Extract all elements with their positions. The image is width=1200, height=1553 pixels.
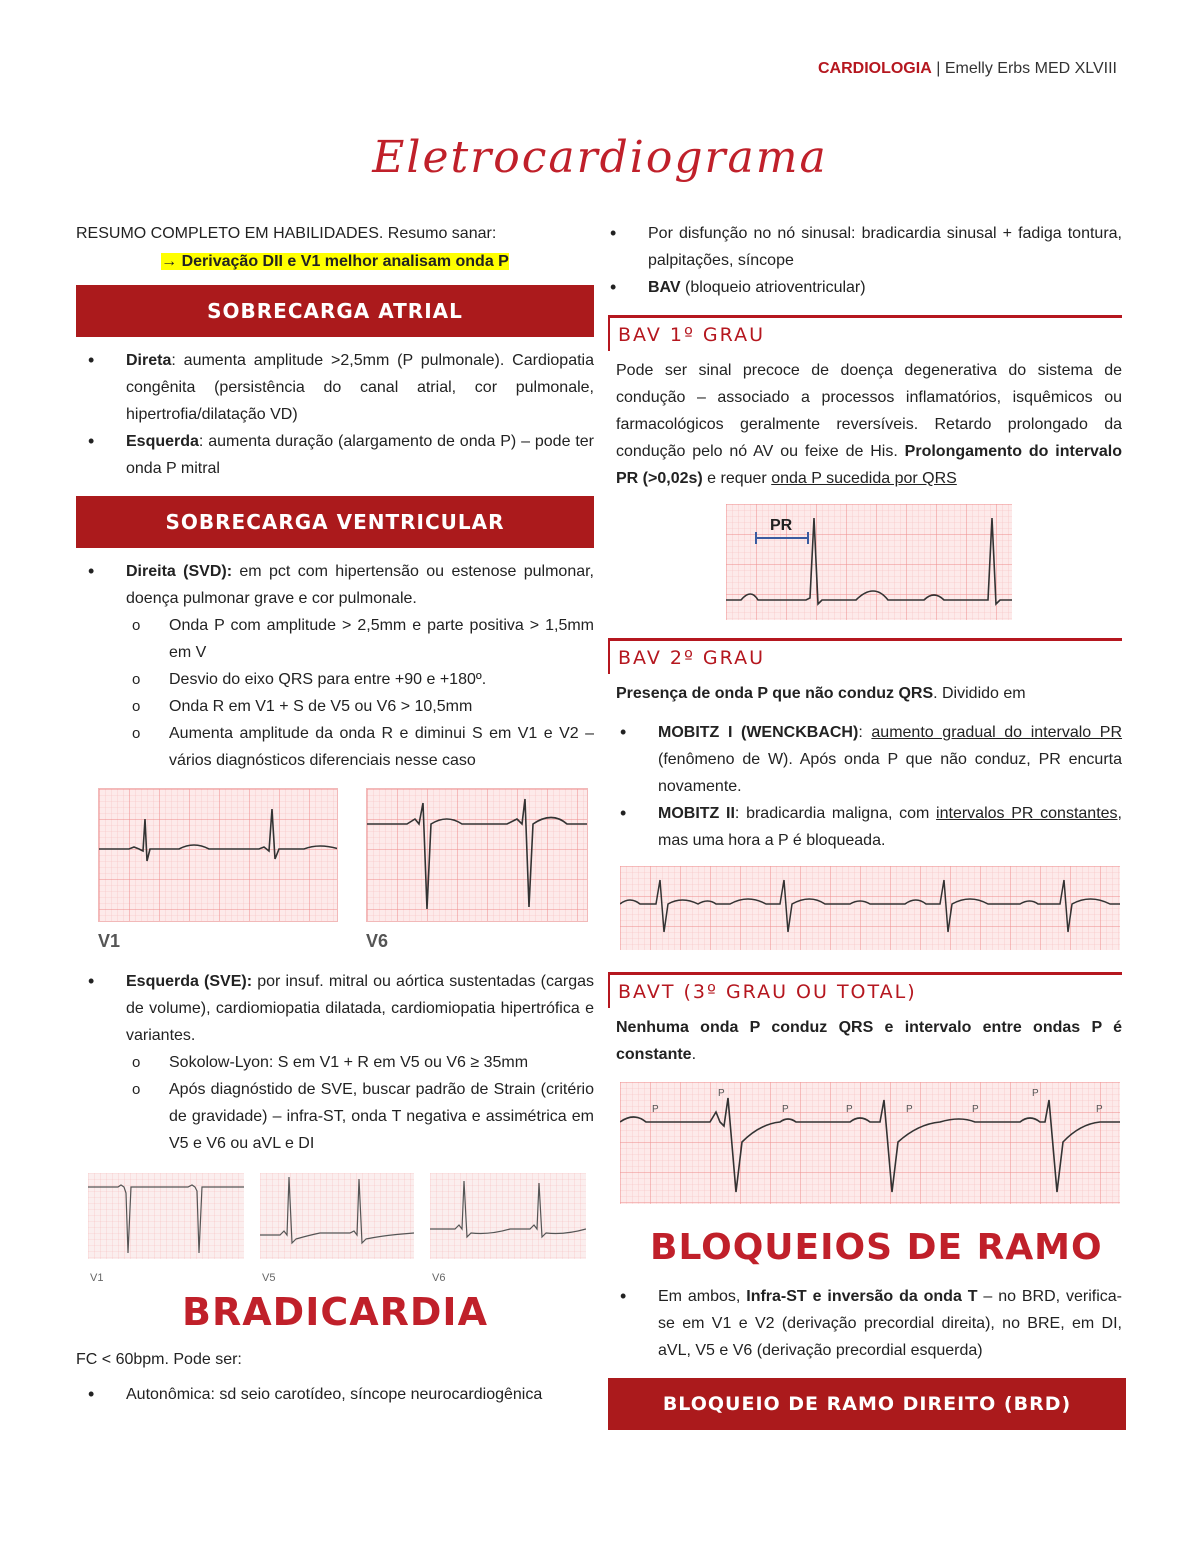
ecg-label-sve-v6: V6 — [432, 1272, 446, 1284]
sublist-item: o Onda R em V1 + S de V5 ou V6 > 10,5mm — [76, 693, 594, 720]
ecg-bavt-image — [620, 1082, 1120, 1204]
header-author: Emelly Erbs MED XLVIII — [944, 60, 1117, 77]
list-item — [76, 347, 594, 428]
header-subject: CARDIOLOGIA — [817, 60, 932, 77]
sublist-item: o Desvio do eixo QRS para entre +90 e +180º. — [76, 666, 594, 693]
list-item: • Autonômica: sd seio carotídeo, síncope neurocardiogênica — [76, 1381, 594, 1408]
ecg-p-label: P — [846, 1104, 853, 1115]
sublist-item: o Sokolow-Lyon: S em V1 + R em V5 ou V6 ≥ 35mm — [76, 1049, 594, 1076]
list-item — [76, 968, 594, 1157]
ecg-p-label: P — [906, 1104, 913, 1115]
bav2-intro: Presença de onda P que não conduz QRS. Dividido em — [616, 685, 1026, 702]
sve-ecg-figure — [76, 1173, 594, 1291]
sublist-item: o Onda P com amplitude > 2,5mm e parte positiva > 1,5mm em V — [76, 612, 594, 666]
section-bavt: BAVT (3º GRAU OU TOTAL) — [608, 972, 1122, 1008]
list-item — [76, 428, 594, 482]
bav2-list — [608, 719, 1122, 854]
sublist-item: o Após diagnóstido de SVE, buscar padrão de Strain (critério de gravidade) – infra-ST, onda T negativa e assimétrica em V5 e V6 ou aVL e DI — [76, 1076, 594, 1157]
highlight-line — [76, 248, 594, 275]
page-title: Eletrocardiograma — [372, 132, 828, 183]
ecg-label-v1: V1 — [98, 931, 121, 951]
item-text: (bloqueio atrioventricular) — [680, 279, 866, 296]
section-bav2: BAV 2º GRAU — [608, 638, 1122, 674]
section-bav1: BAV 1º GRAU — [608, 315, 1122, 351]
ecg-p-label: P — [1032, 1088, 1039, 1099]
bavt-text: Nenhuma onda P conduz QRS e intervalo entre ondas P é constante. — [616, 1019, 1122, 1063]
left-column — [76, 220, 594, 1408]
item-text: em pct com hipertensão ou estenose pulmonar, doença pulmonar grave e cor pulmonale. — [126, 563, 595, 607]
list-item: • Em ambos, Infra-ST e inversão da onda T – no BRD, verifica-se em V1 e V2 (derivação precordial direita), no BRE, em DI, aVL, V5 e V6 (derivação precordial esquerda) — [608, 1283, 1122, 1364]
ecg-label-sve-v1: V1 — [90, 1272, 104, 1284]
item-label: Direta — [126, 352, 172, 369]
item-text: : aumenta duração (alargamento de onda P) – pode ter onda P mitral — [126, 433, 594, 477]
highlight-text: → Derivação DII e V1 melhor analisam onda P — [161, 253, 509, 270]
bradicardia-intro: FC < 60bpm. Pode ser: — [76, 1351, 242, 1368]
bradicardia-list-cont — [598, 220, 1122, 301]
ecg-label-sve-v5: V5 — [262, 1272, 276, 1284]
intro-text: RESUMO COMPLETO EM HABILIDADES. Resumo sanar: — [76, 225, 497, 242]
atrial-list — [76, 347, 594, 482]
bloqueios-title: BLOQUEIOS DE RAMO — [650, 1227, 1103, 1268]
bradicardia-title: BRADICARDIA — [182, 1290, 488, 1334]
ecg-v6-image — [366, 788, 588, 922]
ecg-pr-label: PR — [770, 517, 793, 534]
ecg-sve-v1-image — [88, 1173, 244, 1259]
item-text: : aumenta amplitude >2,5mm (P pulmonale). Cardiopatia congênita (persistência do canal atrial, cor pulmonale, hipertrofia/dilatação VD) — [126, 352, 594, 423]
item-label: Direita (SVD): — [126, 563, 233, 580]
ecg-bav2-image — [620, 866, 1120, 950]
list-item — [76, 558, 594, 774]
banner-sobrecarga-atrial: SOBRECARGA ATRIAL — [76, 285, 594, 337]
item-label: Esquerda — [126, 433, 199, 450]
ecg-p-label: P — [972, 1104, 979, 1115]
ecg-p-label: P — [1096, 1104, 1103, 1115]
item-label: Esquerda (SVE): — [126, 973, 253, 990]
banner-sobrecarga-ventricular: SOBRECARGA VENTRICULAR — [76, 496, 594, 548]
ecg-sve-v6-image — [430, 1173, 586, 1259]
right-column — [612, 220, 1122, 1430]
sve-list — [76, 968, 594, 1157]
list-item: • MOBITZ II: bradicardia maligna, com intervalos PR constantes, mas uma hora a P é bloqueada. — [608, 800, 1122, 854]
ecg-p-label: P — [652, 1104, 659, 1115]
list-item: • Por disfunção no nó sinusal: bradicardia sinusal + fadiga tontura, palpitações, síncope — [598, 220, 1122, 274]
svd-sublist — [76, 612, 594, 774]
ecg-v1-image — [98, 788, 338, 922]
svd-list — [76, 558, 594, 774]
sublist-item: o Aumenta amplitude da onda R e diminui S em V1 e V2 – vários diagnósticos diferenciais nesse caso — [76, 720, 594, 774]
ecg-label-v6: V6 — [366, 931, 389, 951]
list-item — [598, 274, 1122, 301]
bradicardia-list — [76, 1381, 594, 1408]
bav1-text: Pode ser sinal precoce de doença degenerativa do sistema de condução – associado a processos inflamatórios, isquêmicos ou farmacológicos geralmente reversíveis. Retardo prolongado da condução pelo nó AV ou feixe de His. Prolongamento do intervalo PR (>0,02s) e requer onda P sucedida por QRS — [616, 362, 1122, 487]
svd-ecg-figure — [76, 788, 594, 968]
ecg-bav1-image — [726, 504, 1012, 620]
banner-brd: BLOQUEIO DE RAMO DIREITO (BRD) — [608, 1378, 1126, 1430]
bloqueios-list — [608, 1283, 1122, 1364]
page-header — [818, 60, 1117, 78]
sve-sublist — [76, 1049, 594, 1157]
header-separator: | — [936, 60, 941, 77]
list-item: • MOBITZ I (WENCKBACH): aumento gradual do intervalo PR (fenômeno de W). Após onda P que não conduz, PR encurta novamente. — [608, 719, 1122, 800]
item-text: por insuf. mitral ou aórtica sustentadas (cargas de volume), cardiomiopatia dilatada, cardiomiopatia hipertrófica e variantes. — [126, 973, 595, 1044]
ecg-p-label: P — [718, 1088, 725, 1099]
ecg-p-label: P — [782, 1104, 789, 1115]
ecg-sve-v5-image — [260, 1173, 414, 1259]
item-label: BAV — [648, 279, 681, 296]
